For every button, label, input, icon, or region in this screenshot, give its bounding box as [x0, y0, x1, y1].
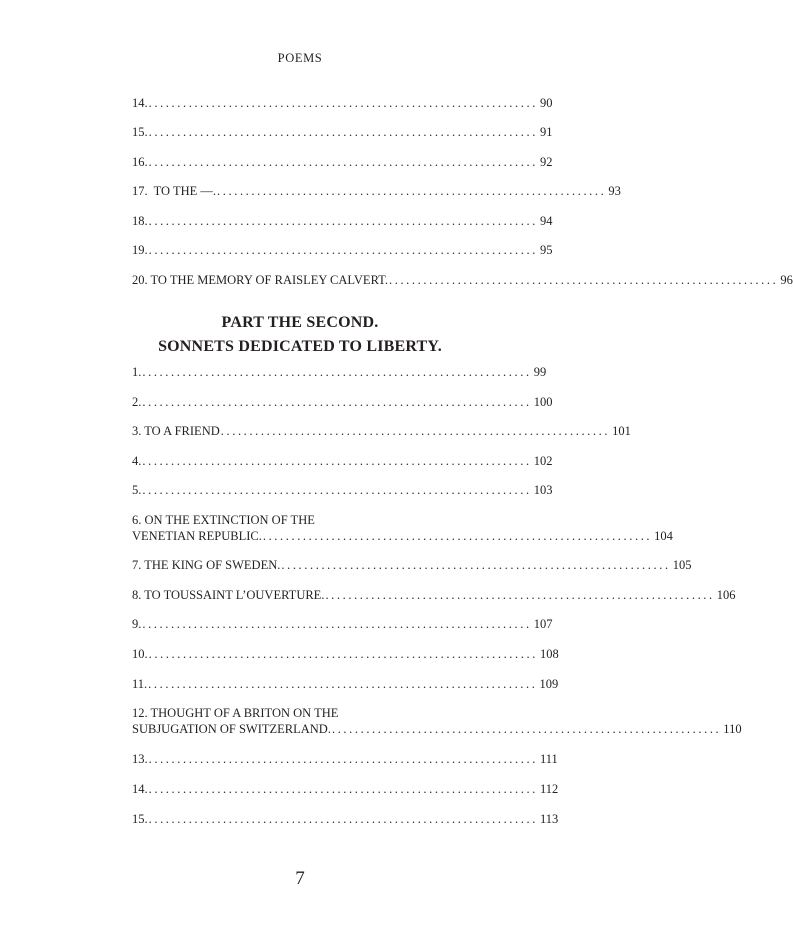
- toc-entry[interactable]: [132, 482, 553, 498]
- running-head: POEMS: [277, 51, 323, 65]
- toc-entry-page: 107: [533, 617, 553, 631]
- toc-entry[interactable]: [132, 364, 547, 380]
- toc-entry-title: 4.: [132, 454, 142, 468]
- toc-entry[interactable]: [132, 751, 558, 767]
- toc-entry-page: 90: [539, 96, 553, 110]
- dot-leader: ....................................................................: [217, 184, 607, 198]
- toc-entry[interactable]: [132, 811, 559, 827]
- toc-entry-page: 111: [539, 752, 558, 766]
- toc-entry-title: SUBJUGATION OF SWITZERLAND.: [132, 722, 331, 736]
- toc-entry[interactable]: [132, 213, 553, 229]
- dot-leader: ....................................................................: [389, 273, 779, 287]
- toc-entry[interactable]: [132, 781, 559, 797]
- dot-leader: ....................................................................: [142, 483, 532, 497]
- dot-leader: ....................................................................: [148, 96, 538, 110]
- dot-leader: ....................................................................: [148, 812, 538, 826]
- dot-leader: ....................................................................: [148, 647, 538, 661]
- page-number: 7: [295, 868, 305, 889]
- toc-entry-title: 14.: [132, 96, 148, 110]
- toc-entry[interactable]: [132, 95, 553, 111]
- toc-entry-page: 110: [723, 722, 742, 736]
- toc-entry[interactable]: [132, 646, 559, 662]
- dot-leader: ....................................................................: [281, 558, 671, 572]
- dot-leader: ....................................................................: [148, 155, 538, 169]
- toc-entry[interactable]: [132, 512, 673, 544]
- toc-entry-page: 105: [672, 558, 692, 572]
- toc-entry-title: 9.: [132, 617, 142, 631]
- dot-leader: ....................................................................: [148, 752, 538, 766]
- toc-entry[interactable]: [132, 423, 631, 439]
- toc-entry[interactable]: [132, 183, 621, 199]
- toc-entry-page: 100: [533, 395, 553, 409]
- toc-entry-title: 10.: [132, 647, 148, 661]
- dot-leader: ....................................................................: [142, 454, 532, 468]
- toc-entry-page: 101: [612, 424, 631, 438]
- section-heading-part: PART THE SECOND.: [221, 314, 379, 331]
- toc-entry-page: 93: [608, 184, 621, 198]
- dot-leader: ....................................................................: [331, 722, 722, 736]
- dot-leader: ....................................................................: [142, 365, 532, 379]
- toc-entry-title-line1: 12. THOUGHT OF A BRITON ON THE: [132, 706, 339, 720]
- toc-entry-page: 108: [539, 647, 559, 661]
- dot-leader: ....................................................................: [148, 677, 538, 691]
- toc-entry[interactable]: [132, 453, 553, 469]
- toc-entry-title: 1.: [132, 365, 142, 379]
- toc-entry-title: 8. TO TOUSSAINT L’OUVERTURE.: [132, 588, 325, 602]
- toc-entry-title: VENETIAN REPUBLIC.: [132, 529, 262, 543]
- toc-entry-title: 11.: [132, 677, 148, 691]
- dot-leader: ....................................................................: [262, 529, 653, 543]
- toc-entry[interactable]: [132, 242, 553, 258]
- toc-entry-page: 94: [539, 214, 553, 228]
- toc-entry-page: 109: [539, 677, 559, 691]
- toc-entry-title: 7. THE KING OF SWEDEN.: [132, 558, 281, 572]
- toc-entry-title-line1: 6. ON THE EXTINCTION OF THE: [132, 513, 315, 527]
- toc-entry[interactable]: [132, 587, 736, 603]
- toc-entry-title: 16.: [132, 155, 148, 169]
- toc-entry-title: 5.: [132, 483, 142, 497]
- toc-entry[interactable]: [132, 154, 553, 170]
- toc-entry[interactable]: [132, 676, 559, 692]
- dot-leader: ....................................................................: [220, 424, 611, 438]
- toc-entry-page: 92: [539, 155, 553, 169]
- dot-leader: ....................................................................: [325, 588, 715, 602]
- toc-entry-title: 13.: [132, 752, 148, 766]
- dot-leader: ....................................................................: [142, 617, 532, 631]
- toc-entry-title: 20. TO THE MEMORY OF RAISLEY CALVERT.: [132, 273, 388, 287]
- toc-entry-page: 91: [539, 125, 553, 139]
- dot-leader: ....................................................................: [148, 125, 538, 139]
- toc-entry-title: 2.: [132, 395, 142, 409]
- toc-entry-title: 14.: [132, 782, 148, 796]
- toc-entry[interactable]: [132, 616, 553, 632]
- section-heading-subtitle: SONNETS DEDICATED TO LIBERTY.: [158, 338, 442, 355]
- toc-entry-page: 113: [539, 812, 559, 826]
- toc-entry-page: 103: [533, 483, 553, 497]
- toc-entry-page: 99: [533, 365, 547, 379]
- toc-entry[interactable]: [132, 272, 793, 288]
- toc-entry-title: 17. TO THE —.: [132, 184, 217, 198]
- toc-entry[interactable]: [132, 394, 553, 410]
- toc-entry-page: 112: [539, 782, 559, 796]
- toc-entry-title: 3. TO A FRIEND: [132, 424, 220, 438]
- toc-entry-page: 96: [780, 273, 793, 287]
- dot-leader: ....................................................................: [148, 243, 538, 257]
- toc-entry-title: 19.: [132, 243, 148, 257]
- toc-entry[interactable]: [132, 557, 692, 573]
- toc-entry-title: 15.: [132, 125, 148, 139]
- dot-leader: ....................................................................: [148, 782, 538, 796]
- toc-entry-page: 102: [533, 454, 553, 468]
- toc-entry-title: 18.: [132, 214, 148, 228]
- toc-entry-page: 104: [654, 529, 673, 543]
- toc-entry-title: 15.: [132, 812, 148, 826]
- toc-entry-page: 106: [716, 588, 736, 602]
- dot-leader: ....................................................................: [142, 395, 532, 409]
- dot-leader: ....................................................................: [148, 214, 538, 228]
- toc-entry[interactable]: [132, 124, 553, 140]
- toc-entry[interactable]: [132, 705, 742, 737]
- toc-entry-page: 95: [539, 243, 553, 257]
